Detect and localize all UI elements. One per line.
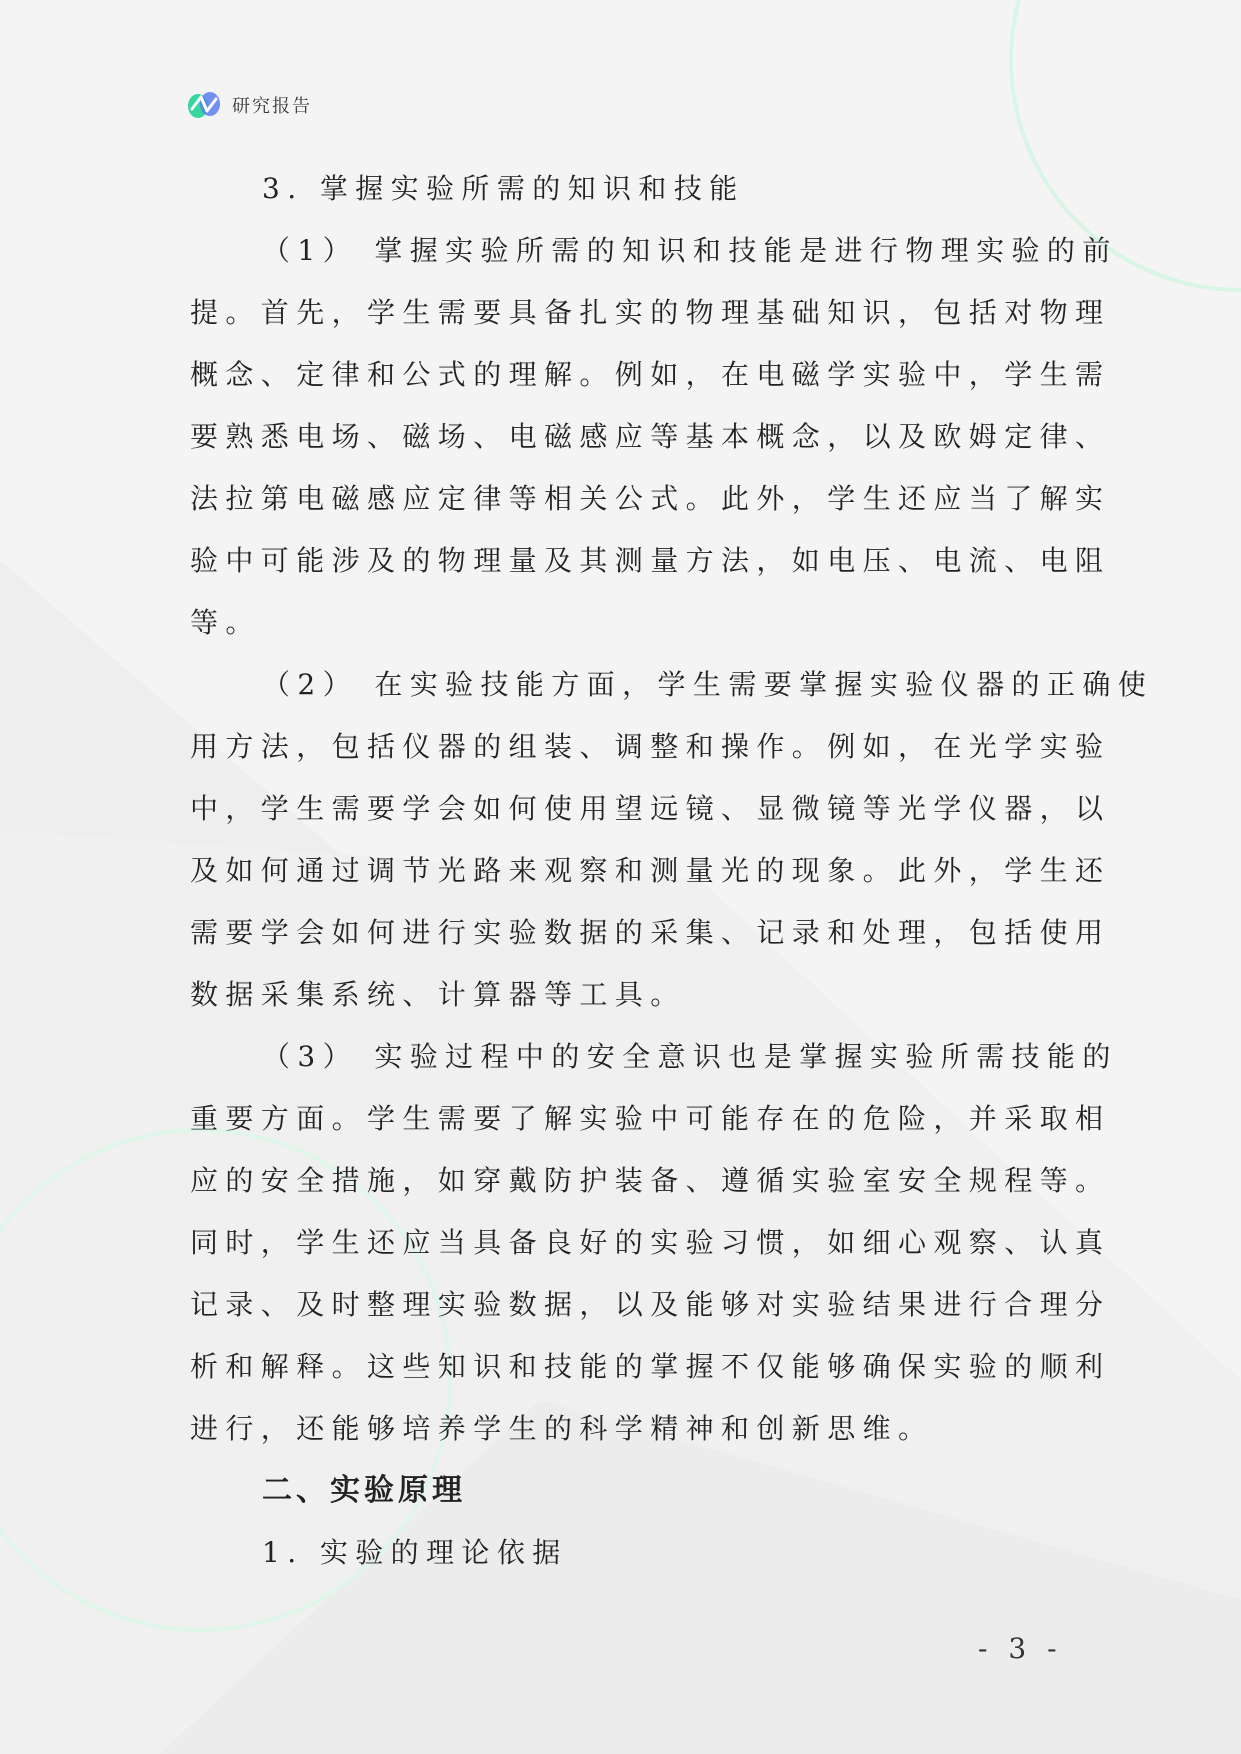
- paragraph-line: 验中可能涉及的物理量及其测量方法，如电压、电流、电阻: [190, 544, 1111, 577]
- paragraph-line: 及如何通过调节光路来观察和测量光的现象。此外，学生还: [190, 854, 1111, 887]
- paragraph-line: （2） 在实验技能方面，学生需要掌握实验仪器的正确使: [262, 668, 1154, 701]
- paragraph-line: 中，学生需要学会如何使用望远镜、显微镜等光学仪器，以: [190, 792, 1111, 825]
- section-heading: 二、实验原理: [262, 1473, 466, 1508]
- paragraph-line: 提。首先，学生需要具备扎实的物理基础知识，包括对物理: [190, 296, 1111, 329]
- page-number: - 3 -: [978, 1632, 1063, 1665]
- paragraph-line: 概念、定律和公式的理解。例如，在电磁学实验中，学生需: [190, 358, 1111, 391]
- report-header: [186, 88, 312, 122]
- paragraph-line: 用方法，包括仪器的组装、调整和操作。例如，在光学实验: [190, 730, 1111, 763]
- section-heading: 1. 实验的理论依据: [262, 1536, 568, 1569]
- section-heading: 3. 掌握实验所需的知识和技能: [262, 172, 745, 205]
- paragraph-line: 法拉第电磁感应定律等相关公式。此外，学生还应当了解实: [190, 482, 1111, 515]
- paragraph-line: 析和解释。这些知识和技能的掌握不仅能够确保实验的顺利: [190, 1350, 1111, 1383]
- header-title: 研究报告: [232, 96, 312, 117]
- paragraph-line: 要熟悉电场、磁场、电磁感应等基本概念，以及欧姆定律、: [190, 420, 1111, 453]
- paragraph-line: （1） 掌握实验所需的知识和技能是进行物理实验的前: [262, 234, 1118, 267]
- paragraph-line: 数据采集系统、计算器等工具。: [190, 978, 686, 1011]
- paragraph-line: 需要学会如何进行实验数据的采集、记录和处理，包括使用: [190, 916, 1111, 949]
- paragraph-line: （3） 实验过程中的安全意识也是掌握实验所需技能的: [262, 1040, 1118, 1073]
- paragraph-line: 重要方面。学生需要了解实验中可能存在的危险，并采取相: [190, 1102, 1111, 1135]
- paragraph-line: 等。: [190, 606, 261, 639]
- paragraph-line: 进行，还能够培养学生的科学精神和创新思维。: [190, 1412, 934, 1445]
- document-body: [190, 158, 1154, 1584]
- paragraph-line: 记录、及时整理实验数据，以及能够对实验结果进行合理分: [190, 1288, 1111, 1321]
- paragraph-line: 同时，学生还应当具备良好的实验习惯，如细心观察、认真: [190, 1226, 1111, 1259]
- brand-logo-icon: [186, 89, 222, 121]
- paragraph-line: 应的安全措施，如穿戴防护装备、遵循实验室安全规程等。: [190, 1164, 1111, 1197]
